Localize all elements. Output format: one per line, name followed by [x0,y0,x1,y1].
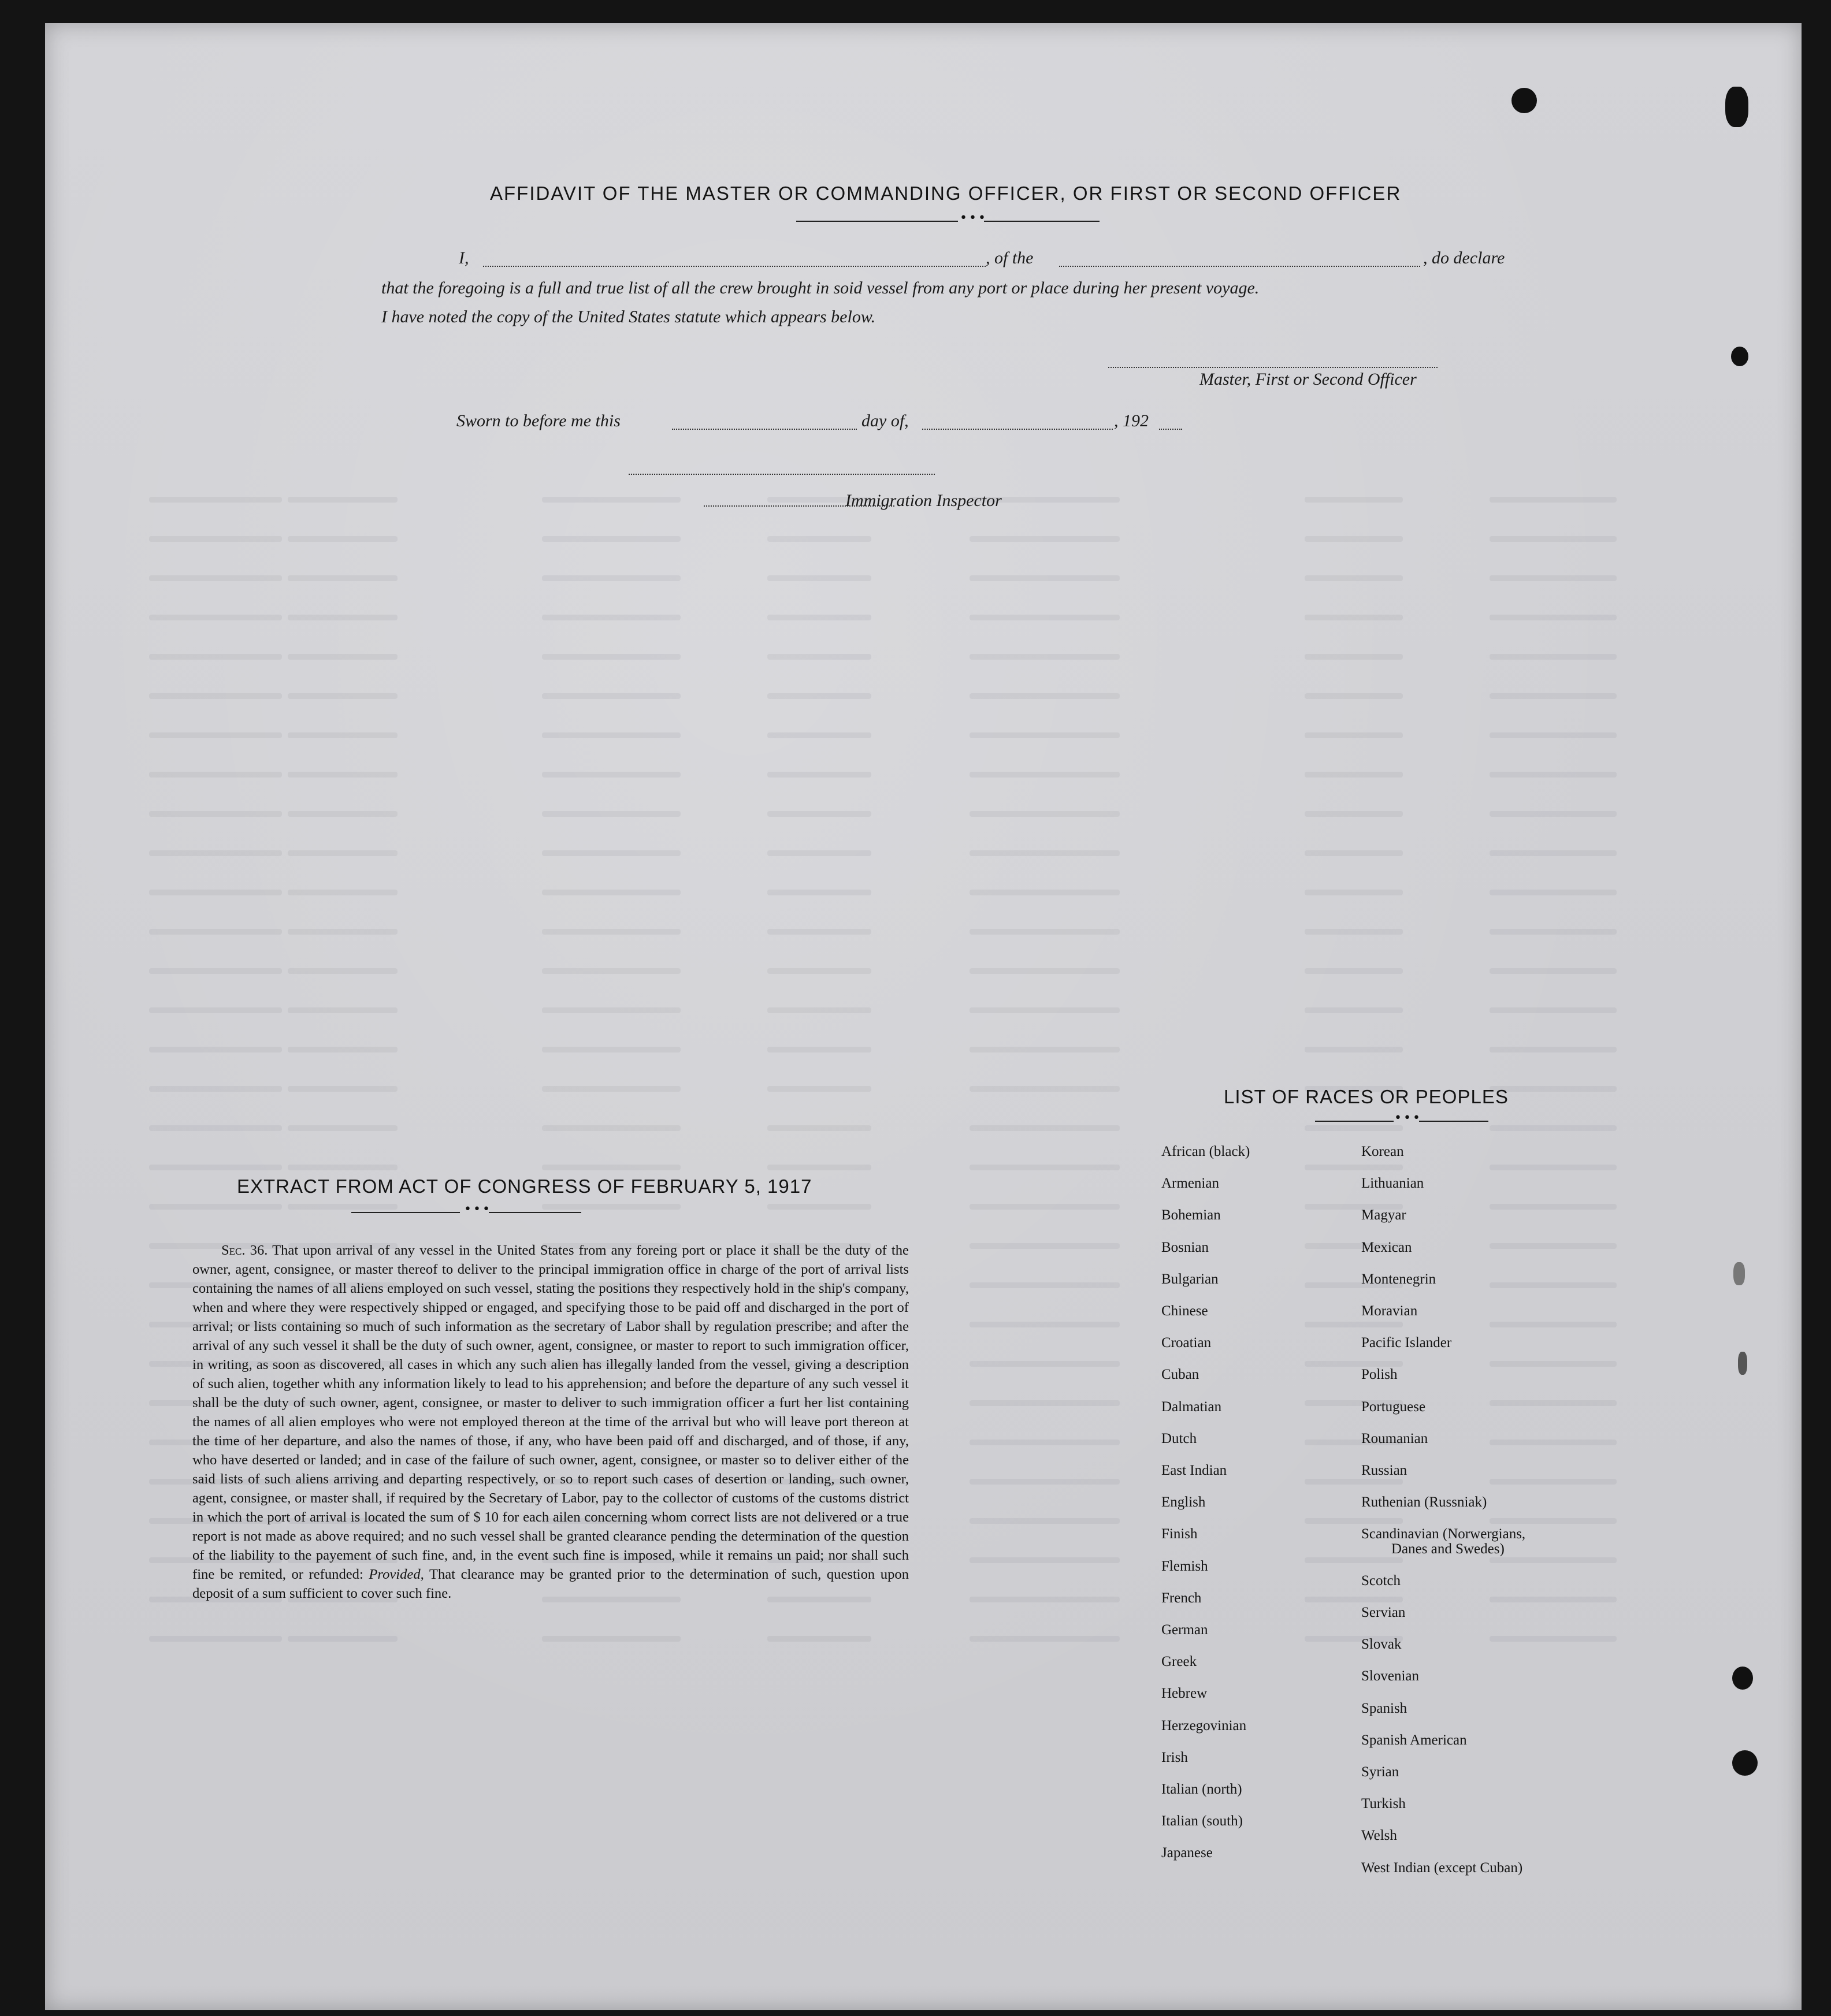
bleed-through-mark [1305,615,1403,620]
inspector-signature-field[interactable] [629,474,935,475]
race-item: Magyar [1361,1207,1406,1223]
bleed-through-mark [970,811,1120,817]
race-item: Roumanian [1361,1430,1428,1446]
bleed-through-mark [1490,1440,1617,1445]
bleed-through-mark [542,890,681,895]
bleed-through-mark [542,811,681,817]
race-item: English [1161,1494,1206,1511]
race-item: Flemish [1161,1558,1208,1574]
bleed-through-mark [1490,1322,1617,1327]
race-item: Cuban [1161,1367,1199,1383]
bleed-through-mark [970,1165,1120,1170]
extract-text-part2: That clearance may be granted prior to the determination of such, question upon deposit of a sum sufficient to cover such fine. [192,1567,909,1601]
race-item: East Indian [1161,1463,1227,1478]
bleed-through-mark [288,615,398,620]
bleed-through-mark [542,1086,681,1092]
sworn-day-field[interactable] [672,429,857,430]
race-item: Danes and Swedes) [1391,1541,1505,1557]
bleed-through-mark [149,968,282,974]
bleed-through-mark [542,850,681,856]
bleed-through-mark [1490,1243,1617,1249]
race-item: Hebrew [1161,1686,1208,1702]
bleed-through-mark [1490,850,1617,856]
bleed-through-mark [970,1440,1120,1445]
sworn-label: Sworn to before me this [456,411,621,430]
bleed-through-mark [288,575,398,581]
race-item: Greek [1161,1654,1197,1670]
bleed-through-mark [542,1125,681,1131]
bleed-through-mark [542,1047,681,1052]
bleed-through-mark [767,850,871,856]
extract-section-label: Sec. 36. [221,1243,268,1258]
bleed-through-mark [149,575,282,581]
bleed-through-mark [1305,1518,1403,1524]
bleed-through-mark [542,772,681,778]
race-item: Italian (north) [1161,1781,1242,1797]
bleed-through-mark [288,850,398,856]
bleed-through-mark [288,1086,398,1092]
race-item: Scotch [1361,1572,1401,1589]
race-item: Finish [1161,1526,1198,1542]
bleed-through-mark [542,497,681,503]
bleed-through-mark [149,693,282,699]
master-name-field[interactable] [483,266,986,267]
bleed-through-mark [970,772,1120,778]
affidavit-title-rule-right [984,221,1100,222]
race-item: West Indian (except Cuban) [1361,1859,1523,1876]
bleed-through-mark [767,615,871,620]
bleed-through-mark [970,850,1120,856]
bleed-through-mark [1305,1597,1403,1602]
race-item: Spanish [1361,1700,1407,1716]
affidavit-line3: I have noted the copy of the United States statute which appears below. [381,307,876,326]
bleed-through-mark [149,654,282,660]
race-item: Lithuanian [1361,1176,1424,1192]
race-item: Russian [1361,1463,1407,1478]
bleed-through-mark [149,615,282,620]
bleed-through-mark [767,772,871,778]
bleed-through-mark [1490,693,1617,699]
race-item: Slovak [1361,1636,1402,1653]
race-item: Syrian [1361,1764,1399,1780]
race-item: Dutch [1161,1430,1197,1446]
bleed-through-mark [288,1125,398,1131]
bleed-through-mark [1305,1557,1403,1563]
bleed-through-mark [1305,536,1403,542]
bleed-through-mark [1305,929,1403,935]
bleed-through-mark [1490,615,1617,620]
bleed-through-mark [542,968,681,974]
bleed-through-mark [1305,732,1403,738]
bleed-through-mark [288,968,398,974]
bleed-through-mark [1305,772,1403,778]
bleed-through-mark [542,732,681,738]
bleed-through-mark [970,654,1120,660]
bleed-through-mark [1490,1400,1617,1406]
bleed-through-mark [288,929,398,935]
bleed-through-mark [970,575,1120,581]
bleed-through-mark [1305,1165,1403,1170]
bleed-through-mark [1490,772,1617,778]
bleed-through-mark [149,772,282,778]
bleed-through-mark [1305,1322,1403,1327]
bleed-through-mark [149,1165,282,1170]
bleed-through-mark [1305,1007,1403,1013]
affidavit-title: AFFIDAVIT OF THE MASTER OR COMMANDING OFFICER, OR FIRST OR SECOND OFFICER [490,183,1402,204]
bleed-through-mark [970,1400,1120,1406]
bleed-through-mark [970,1361,1120,1367]
bleed-through-mark [149,1636,282,1642]
race-item: Slovenian [1361,1668,1419,1684]
punch-hole-mark [1731,347,1748,366]
bleed-through-mark [542,693,681,699]
bleed-through-mark [149,1204,282,1210]
bleed-through-mark [1490,1636,1617,1642]
bleed-through-mark [288,1636,398,1642]
bleed-through-mark [1305,890,1403,895]
bleed-through-mark [767,1204,871,1210]
bleed-through-mark [970,1086,1120,1092]
bleed-through-mark [1305,811,1403,817]
races-title-rule-left [1315,1121,1394,1122]
bleed-through-mark [542,654,681,660]
extract-text-part1: That upon arrival of any vessel in the United States from any foreing port or place it shall be the duty of the owner, agent, consignee, or master thereof to deliver to the principal immigration office in charge of the port of arrival lists containing the names of all aliens employed on such vessel, stating the positions they respectively hold in the ship's company, when and where they were respectively shipped or engaged, and specifying those to be paid off and discharged in the port of arrival; or lists containing so much of such information as the secretary of Labor shall by regulation prescribe; and after the arrival of any such vessel it shall be the duty of such owner, agent, consignee, or master to report to such immigration officer, in writing, as soon as discovered, all cases in which any such alien has illegally landed from the vessel, giving a description of such alien, together whith any information likely to lead to his apprehension; and before the departure of any such vessel it shall be the duty of such owner, agent, consignee, or master to deliver to such immigration officer a furt her list containing the names of all alien employes who were not employed thereon at the time of the arrival but who will leave port thereon at the time of her departure, and also the names of those, if any, who have been paid off and discharged, and of those, if any, who have deserted or landed; and in case of the failure of such owner, agent, consignee, or master so to deliver either of the said lists of such aliens arriving and departing respectively, or so to report such cases of desertion or landing, such owner, agent, consignee, or master shall, if required by the Secretary of Labor, pay to the collector of customs of the customs district in which the port of arrival is located the sum of $ 10 for each ailen concerning whom correct lists are not delivered or a true report is not made as above required; and no such vessel shall be granted clearance pending the determination of the question of the liability to the payement of such fine, and, in the event such fine is imposed, while it remains un paid; nor shall such fine be remited, or refunded: [192,1243,909,1582]
punch-hole-mark [1725,87,1748,127]
bleed-through-mark [970,693,1120,699]
race-item: Japanese [1161,1845,1213,1861]
race-item: Bosnian [1161,1239,1209,1255]
bleed-through-mark [1490,575,1617,581]
race-item: Polish [1361,1367,1398,1383]
bleed-through-mark [970,536,1120,542]
bleed-through-mark [767,693,871,699]
bleed-through-mark [1490,732,1617,738]
extract-title-ornament: ••• [464,1202,492,1217]
bleed-through-mark [970,1322,1120,1327]
bleed-through-mark [149,929,282,935]
bleed-through-mark [1490,1282,1617,1288]
bleed-through-mark [970,1282,1120,1288]
punch-hole-mark [1738,1352,1747,1375]
bleed-through-mark [288,1007,398,1013]
bleed-through-mark [767,1007,871,1013]
affidavit-line1-declare: , do declare [1423,248,1505,267]
bleed-through-mark [767,1086,871,1092]
bleed-through-mark [1490,654,1617,660]
bleed-through-mark [767,890,871,895]
race-item: Chinese [1161,1303,1208,1319]
bleed-through-mark [1305,654,1403,660]
race-item: Ruthenian (Russniak) [1361,1494,1487,1511]
bleed-through-mark [149,1047,282,1052]
race-item: Scandinavian (Norwergians, [1361,1526,1526,1542]
bleed-through-mark [542,1165,681,1170]
bleed-through-mark [149,850,282,856]
bleed-through-mark [970,1125,1120,1131]
bleed-through-mark [970,968,1120,974]
bleed-through-mark [149,732,282,738]
punch-hole-mark [1732,1750,1758,1776]
bleed-through-mark [1305,575,1403,581]
race-item: Herzegovinian [1161,1717,1247,1734]
bleed-through-mark [288,1047,398,1052]
bleed-through-mark [288,811,398,817]
bleed-through-mark [1490,497,1617,503]
bleed-through-mark [970,1479,1120,1485]
race-item: Montenegrin [1361,1271,1436,1287]
affidavit-title-ornament: ••• [960,211,987,225]
bleed-through-mark [970,929,1120,935]
bleed-through-mark [288,772,398,778]
races-title-rule-right [1419,1121,1488,1122]
bleed-through-mark [1490,1479,1617,1485]
bleed-through-mark [970,1636,1120,1642]
bleed-through-mark [149,1125,282,1131]
bleed-through-mark [767,968,871,974]
bleed-through-mark [1490,536,1617,542]
bleed-through-mark [149,536,282,542]
bleed-through-mark [542,1204,681,1210]
bleed-through-mark [767,1125,871,1131]
vessel-name-field[interactable] [1059,266,1420,267]
bleed-through-mark [149,890,282,895]
extract-title-rule-right [489,1212,581,1213]
bleed-through-mark [288,890,398,895]
bleed-through-mark [1305,497,1403,503]
bleed-through-mark [1490,1361,1617,1367]
bleed-through-mark [542,1007,681,1013]
race-item: Spanish American [1361,1732,1467,1748]
bleed-through-mark [767,732,871,738]
bleed-through-mark [288,1204,398,1210]
extract-title: EXTRACT FROM ACT OF CONGRESS OF FEBRUARY 5, 1917 [237,1176,812,1197]
punch-hole-mark [1511,88,1537,113]
bleed-through-mark [1305,1125,1403,1131]
affidavit-line2: that the foregoing is a full and true list of all the crew brought in soid vessel from any port or place during her present voyage. [381,278,1260,297]
bleed-through-mark [288,654,398,660]
bleed-through-mark [970,1204,1120,1210]
bleed-through-mark [970,1597,1120,1602]
race-item: Croatian [1161,1335,1212,1351]
bleed-through-mark [1490,890,1617,895]
bleed-through-mark [970,615,1120,620]
races-title: LIST OF RACES OR PEOPLES [1224,1086,1509,1107]
extract-body [192,1241,909,1603]
bleed-through-mark [542,575,681,581]
bleed-through-mark [149,811,282,817]
bleed-through-mark [542,536,681,542]
race-item: Servian [1361,1605,1406,1620]
sworn-month-field[interactable] [922,429,1113,430]
bleed-through-mark [288,693,398,699]
document-sheet [45,23,1802,2010]
bleed-through-mark [1490,1125,1617,1131]
bleed-through-mark [767,1165,871,1170]
bleed-through-mark [288,1165,398,1170]
race-item: Mexican [1361,1239,1412,1255]
bleed-through-mark [767,929,871,935]
bleed-through-mark [1490,1597,1617,1602]
race-item: Pacific Islander [1361,1335,1452,1351]
bleed-through-mark [542,615,681,620]
bleed-through-mark [1490,1047,1617,1052]
bleed-through-mark [1305,850,1403,856]
bleed-through-mark [970,1518,1120,1524]
master-signature-label: Master, First or Second Officer [1199,370,1417,389]
bleed-through-mark [149,1007,282,1013]
bleed-through-mark [767,654,871,660]
race-item: Moravian [1361,1303,1418,1319]
races-title-ornament: ••• [1394,1111,1422,1125]
race-item: African (black) [1161,1144,1250,1159]
bleed-through-mark [767,1047,871,1052]
bleed-through-mark [1490,1086,1617,1092]
race-item: Bohemian [1161,1207,1221,1223]
bleed-through-mark [1305,1047,1403,1052]
affidavit-title-rule-left [796,221,958,222]
bleed-through-mark [1490,968,1617,974]
affidavit-line1-i: I, [459,248,469,267]
race-item: Armenian [1161,1176,1219,1192]
bleed-through-mark [542,929,681,935]
race-item: Dalmatian [1161,1398,1222,1415]
race-item: Welsh [1361,1828,1397,1844]
bleed-through-mark [970,732,1120,738]
bleed-through-mark [1490,1007,1617,1013]
bleed-through-mark [288,536,398,542]
extract-title-rule-left [351,1212,460,1213]
bleed-through-mark [767,575,871,581]
bleed-through-mark [288,497,398,503]
bleed-through-mark [1305,1479,1403,1485]
bleed-through-mark [970,1243,1120,1249]
race-item: Irish [1161,1749,1188,1765]
bleed-through-mark [1490,1557,1617,1563]
bleed-through-mark [767,1636,871,1642]
bleed-through-mark [767,536,871,542]
race-item: German [1161,1622,1208,1638]
master-signature-field[interactable] [1108,367,1438,368]
inspector-label: Immigration Inspector [845,491,1002,510]
bleed-through-mark [1305,1361,1403,1367]
day-of-label: day of, [861,411,909,430]
bleed-through-mark [1305,968,1403,974]
bleed-through-mark [1490,1204,1617,1210]
bleed-through-mark [1490,929,1617,935]
race-item: Korean [1361,1144,1404,1159]
punch-hole-mark [1732,1667,1753,1690]
bleed-through-mark [288,732,398,738]
bleed-through-mark [970,1047,1120,1052]
sworn-year-field[interactable] [1159,429,1182,430]
race-item: Turkish [1361,1796,1406,1812]
race-item: French [1161,1590,1202,1606]
bleed-through-mark [149,1086,282,1092]
bleed-through-mark [970,1007,1120,1013]
bleed-through-mark [767,811,871,817]
bleed-through-mark [1490,1165,1617,1170]
bleed-through-mark [1490,1518,1617,1524]
bleed-through-mark [149,497,282,503]
extract-provided-word: Provided, [369,1567,424,1582]
bleed-through-mark [1490,811,1617,817]
punch-hole-mark [1733,1262,1745,1285]
bleed-through-mark [970,890,1120,895]
year-label: , 192 [1114,411,1149,430]
bleed-through-mark [542,1636,681,1642]
race-item: Italian (south) [1161,1813,1243,1829]
race-item: Portuguese [1361,1398,1426,1415]
affidavit-line1-of-the: , of the [986,248,1034,267]
bleed-through-mark [1305,693,1403,699]
race-item: Bulgarian [1161,1271,1219,1287]
bleed-through-mark [970,1557,1120,1563]
